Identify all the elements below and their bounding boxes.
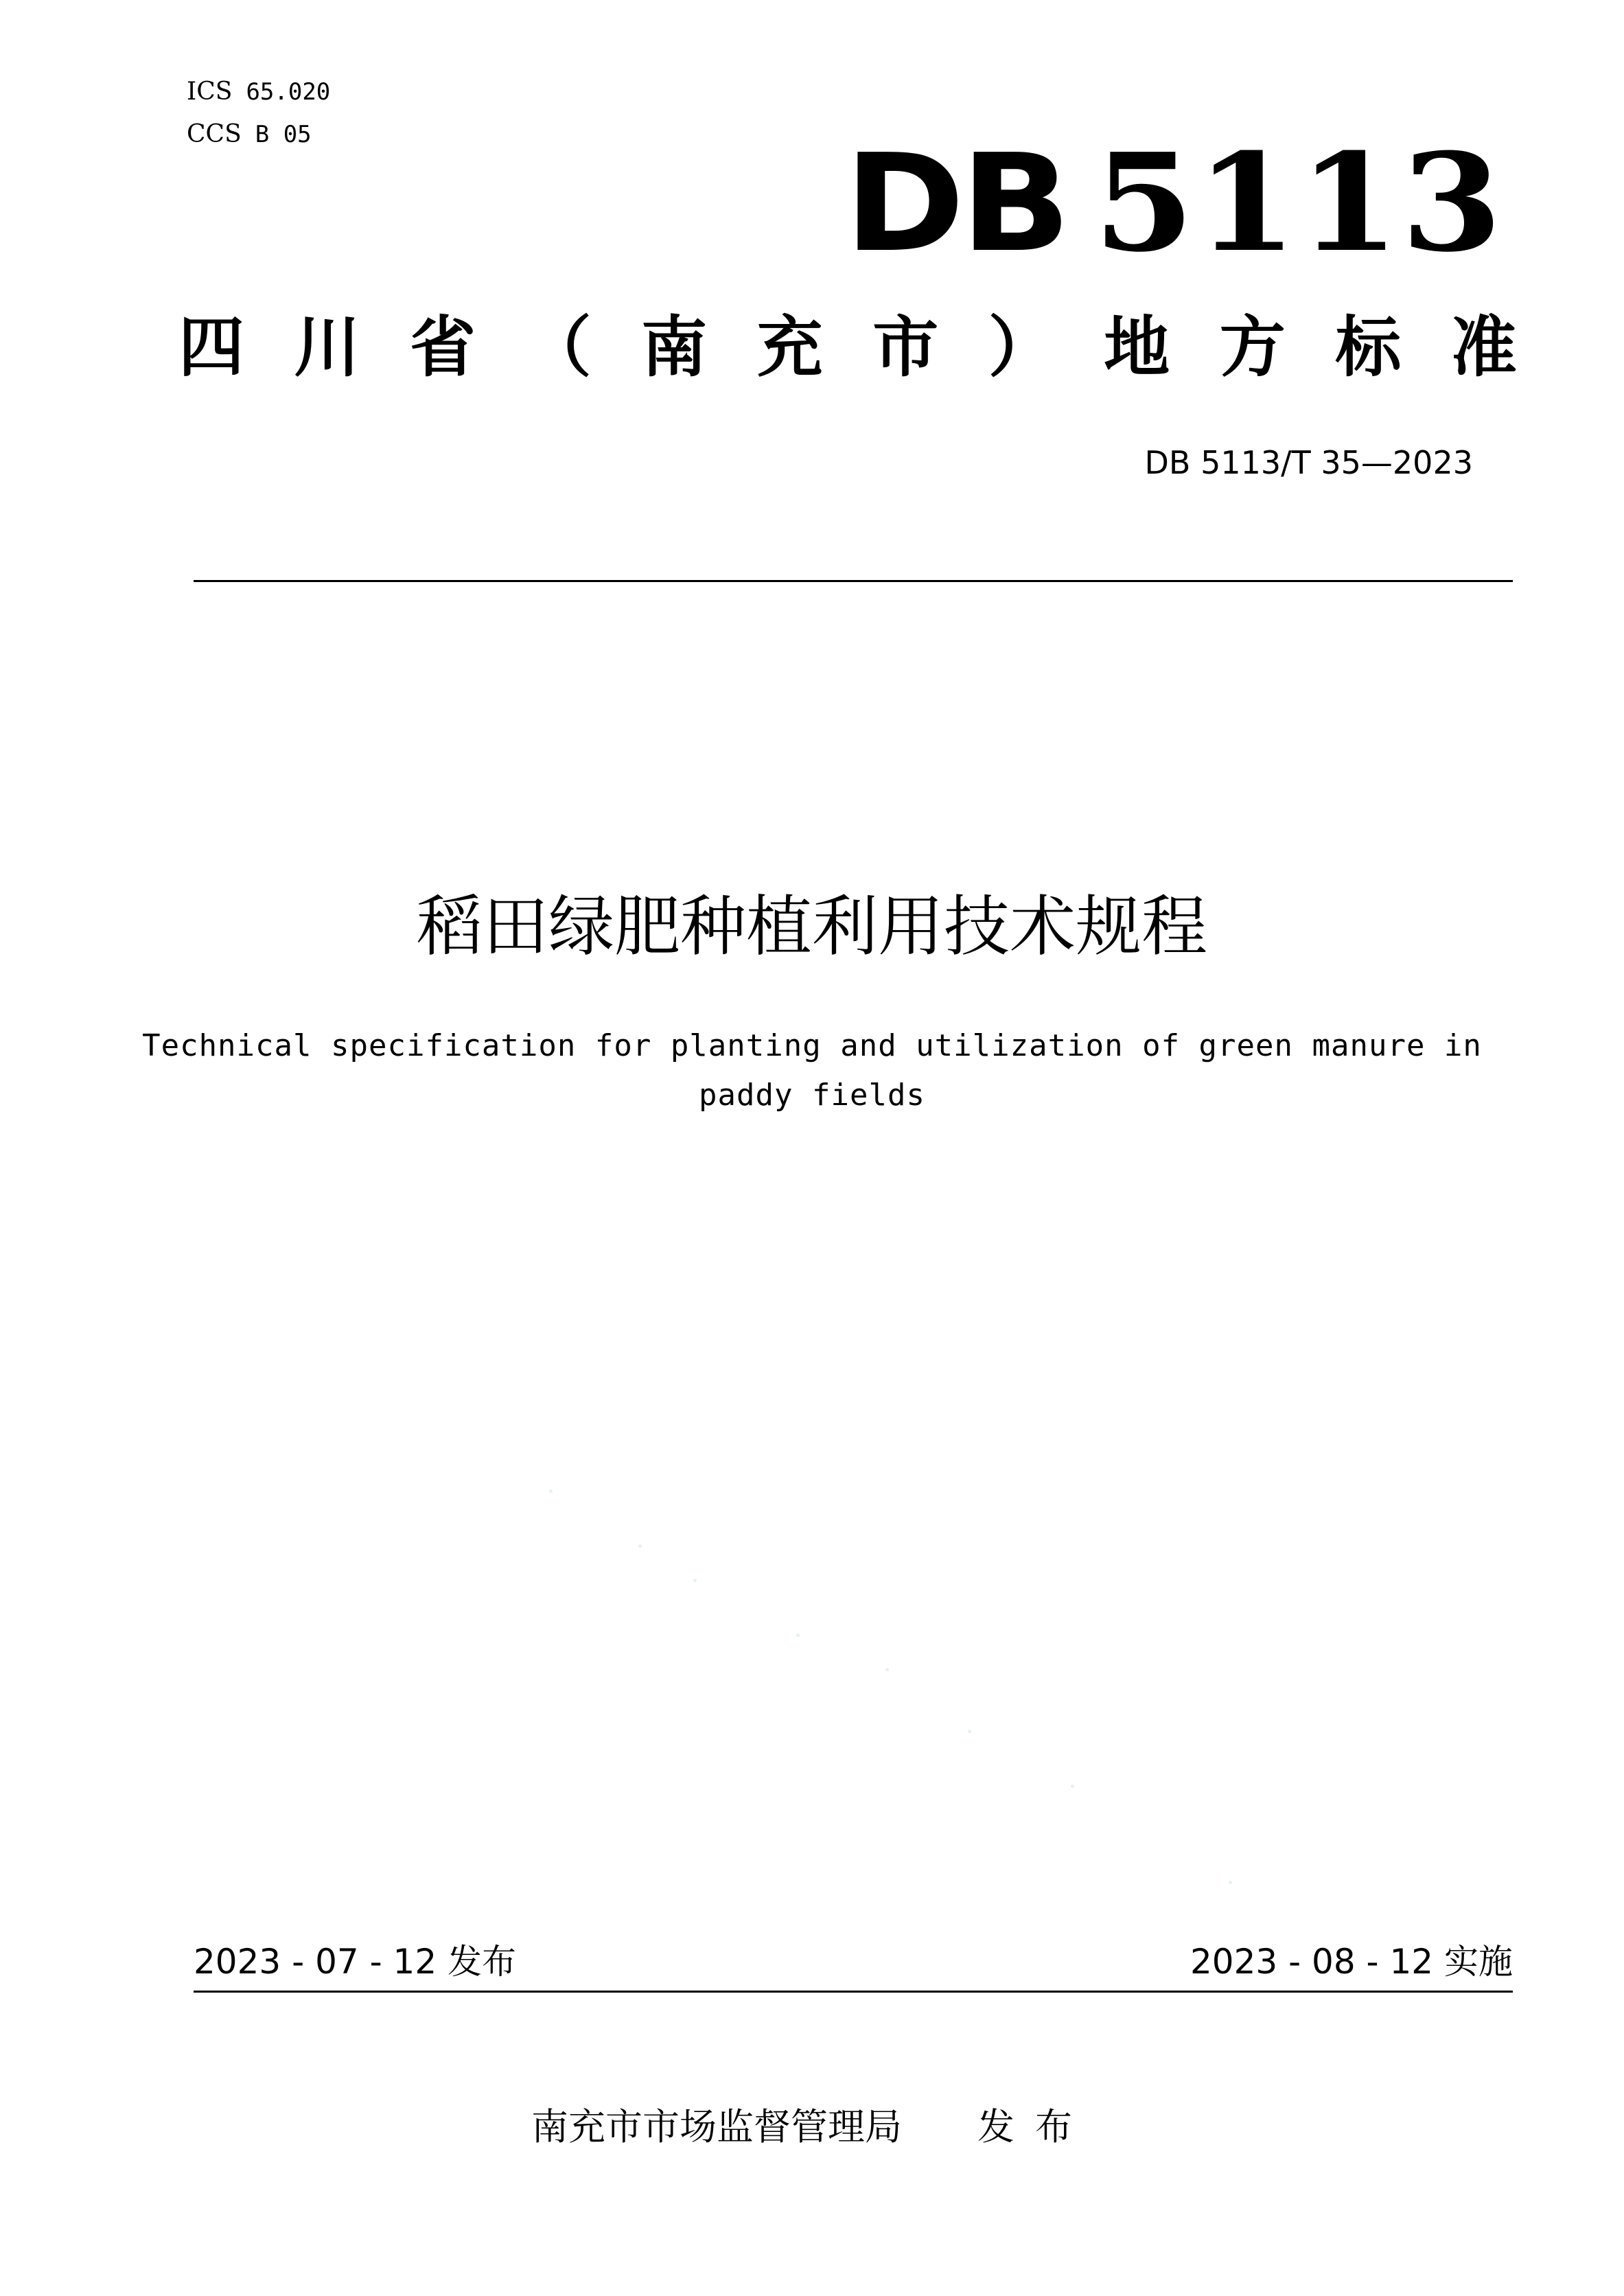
scan-speck — [1071, 1785, 1074, 1788]
ccs-label: CCS — [187, 120, 242, 148]
scan-speck — [796, 1634, 800, 1637]
standard-type-heading — [178, 306, 1517, 389]
scan-speck — [549, 1489, 553, 1493]
standard-number: DB 5113/T 35—2023 — [1144, 444, 1473, 481]
ics-classification — [187, 77, 330, 107]
scan-speck — [968, 1730, 971, 1733]
publisher-name: 南充市市场监督管理局 — [531, 2105, 902, 2148]
standard-type-char: 省 — [410, 309, 476, 386]
ics-code: 65.020 — [246, 78, 331, 106]
standard-type-char: 方 — [1219, 309, 1286, 386]
footer-divider — [194, 1991, 1513, 1993]
issue-date: 2023 - 07 - 12 发布 — [194, 1942, 517, 1982]
standard-type-char: 川 — [294, 309, 360, 386]
scan-speck — [885, 1668, 889, 1671]
implementation-date: 2023 - 08 - 12 实施 — [1190, 1942, 1513, 1982]
standard-type-char: 准 — [1450, 309, 1517, 386]
standard-code-number: 5113 — [1093, 124, 1504, 282]
standard-type-char: 南 — [641, 309, 708, 386]
standard-type-char: （ — [525, 309, 592, 386]
standard-code-prefix: DB — [844, 126, 1067, 282]
scan-speck — [693, 1579, 697, 1582]
document-title-zh: 稻田绿肥种植利用技术规程 — [417, 888, 1207, 965]
standard-code-logo — [844, 124, 1504, 282]
publisher-action: 发布 — [977, 2105, 1093, 2148]
ics-label: ICS — [187, 78, 233, 106]
scan-speck — [1229, 1881, 1232, 1884]
standard-type-char: ） — [988, 309, 1054, 386]
standard-type-char: 市 — [872, 309, 939, 386]
scan-speck — [638, 1544, 642, 1548]
ccs-classification — [187, 119, 312, 150]
publisher-line — [0, 2103, 1624, 2151]
header-divider — [194, 580, 1513, 582]
document-title-en: Technical specification for planting and utilization of green manure in paddy fields — [142, 1028, 1482, 1113]
standard-type-char: 充 — [756, 309, 823, 386]
standard-type-char: 四 — [178, 309, 244, 386]
standard-type-char: 标 — [1335, 309, 1402, 386]
ccs-code: B 05 — [255, 121, 312, 148]
standard-type-char: 地 — [1104, 309, 1170, 386]
